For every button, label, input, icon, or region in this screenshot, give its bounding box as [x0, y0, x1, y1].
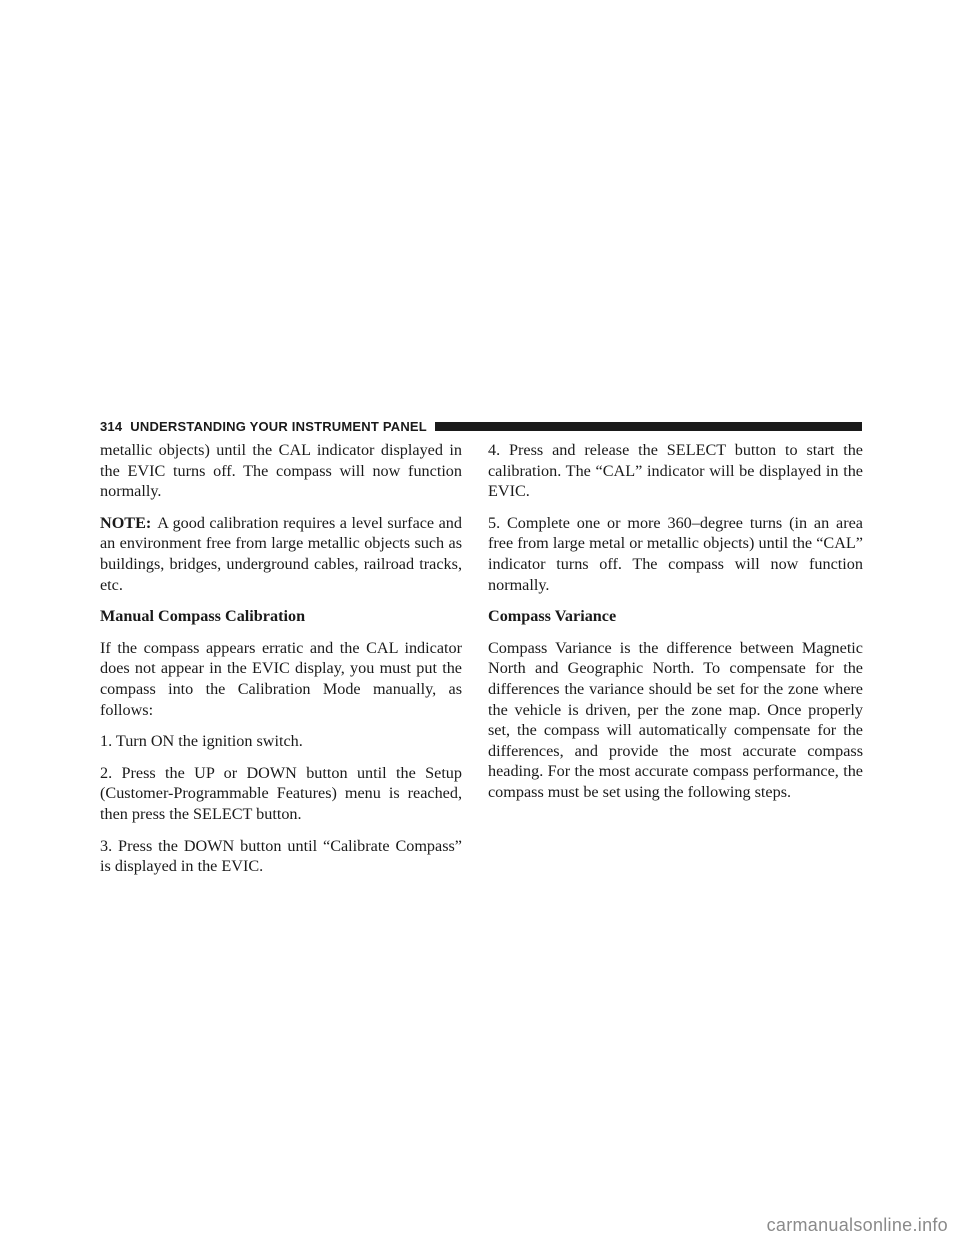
right-column [488, 440, 863, 803]
step-3: 3. Press the DOWN button until “Calibrate Compass” is displayed in the EVIC. [100, 836, 462, 876]
page-header [100, 419, 862, 433]
watermark: carmanualsonline.info [766, 1215, 948, 1235]
note-paragraph [100, 513, 462, 595]
step-1: 1. Turn ON the ignition switch. [100, 732, 303, 751]
page-number: 314 [100, 418, 123, 434]
manual-calibration-heading: Manual Compass Calibration [100, 607, 306, 626]
compass-variance-text: Compass Variance is the difference between Magnetic North and Geographic North. To compensate for the differences the variance should be set for the zone where the vehicle is driven, per the zone map. Once properly set, the compass will automatically compensate for the differences, and provide the most accurate compass heading. For the most accurate compass performance, the compass must be set using the following steps. [488, 638, 863, 801]
step-5: 5. Complete one or more 360–degree turns (in an area free from large metal or metallic objects) until the “CAL” indicator turns off. The compass will now function normally. [488, 513, 863, 594]
note-label: NOTE: [100, 513, 152, 532]
manual-calibration-intro: If the compass appears erratic and the CAL indicator does not appear in the EVIC display, you must put the compass into the Calibration Mode manually, as follows: [100, 638, 462, 719]
section-title: UNDERSTANDING YOUR INSTRUMENT PANEL [130, 418, 427, 434]
left-column [100, 440, 462, 877]
step-4: 4. Press and release the SELECT button to start the calibration. The “CAL” indicator will be displayed in the EVIC. [488, 441, 863, 501]
step-2: 2. Press the UP or DOWN button until the Setup (Customer-Programmable Features) menu is reached, then press the SELECT button. [100, 763, 462, 823]
paragraph-continuation: metallic objects) until the CAL indicator displayed in the EVIC turns off. The compass will now function normally. [100, 441, 462, 501]
compass-variance-heading: Compass Variance [488, 607, 617, 626]
header-rule [435, 422, 862, 431]
note-text: A good calibration requires a level surface and an environment free from large metallic objects such as buildings, bridges, underground cables, railroad tracks, etc. [100, 513, 462, 594]
